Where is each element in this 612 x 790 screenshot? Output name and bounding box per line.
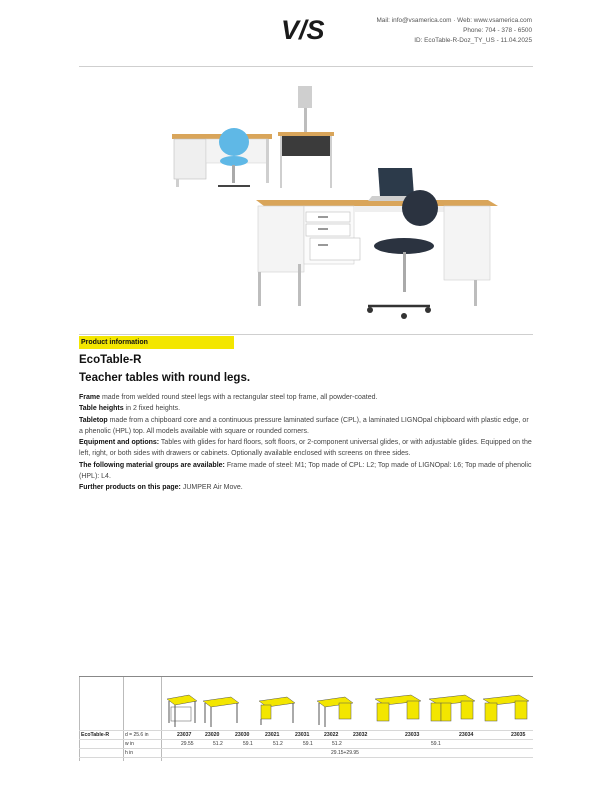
product-name: EcoTable-R <box>79 354 142 366</box>
tabletop-paragraph: Tabletop made from a chipboard core and a continuous pressure laminated surface (CPL), a laminated LIGNOpal chipboard with plastic edge, or a phenolic (HPL) top. All models available with square or rounded corners. <box>79 416 529 435</box>
front-desk <box>256 200 498 306</box>
spec-code: 23031 <box>295 732 310 738</box>
page-header <box>0 0 612 70</box>
spec-code: 23022 <box>324 732 339 738</box>
spec-height-value: 29.15+29.95 <box>331 750 359 756</box>
spec-code: 23020 <box>205 732 220 738</box>
table-thumb-23035 <box>481 681 533 731</box>
materials-paragraph: The following material groups are available: Frame made of steel: M1; Top made of CPL: L2; Top made of LIGNOpal: L6; Top made of phenolic (HPL): L4. <box>79 461 532 481</box>
product-description <box>79 392 534 494</box>
spec-code: 23030 <box>235 732 250 738</box>
contact-phone: Phone: 704 - 378 - 6500 <box>463 27 532 34</box>
spec-code: 23035 <box>511 732 526 738</box>
document-id: ID: EcoTable-R-Doz_TY_US - 11.04.2025 <box>414 37 532 44</box>
header-divider <box>79 66 533 67</box>
spec-width: 29.55 <box>181 741 194 747</box>
table-thumb-23020 <box>201 681 241 731</box>
spec-code: 23033 <box>405 732 420 738</box>
spec-product-label: EcoTable-R <box>81 732 110 738</box>
spec-width: 59.1 <box>303 741 313 747</box>
further-products-paragraph: Further products on this page: JUMPER Air Move. <box>79 484 243 492</box>
screen-shelf <box>278 86 334 188</box>
equipment-paragraph: Equipment and options: Tables with glides for hard floors, soft floors, or 2-component universal glides, or with adjustable glides. Equipped on the left, right, or both sides with drawers or cabinets. Optionally available enclosed with screens on three sides. <box>79 439 532 458</box>
spec-code: 23034 <box>459 732 474 738</box>
contact-mail: Mail: info@vsamerica.com · Web: www.vsamerica.com <box>376 17 532 24</box>
spec-code: 23021 <box>265 732 280 738</box>
vs-logo <box>281 14 331 44</box>
spec-code: 23037 <box>177 732 192 738</box>
table-thumb-23021 <box>257 681 297 731</box>
heights-paragraph: Table heights in 2 fixed heights. <box>79 405 181 413</box>
table-thumb-23037 <box>163 681 199 731</box>
spec-width: 59.1 <box>431 741 441 747</box>
spec-width: 59.1 <box>243 741 253 747</box>
spec-row-width: w in <box>125 741 134 747</box>
product-info-tag: Product information <box>79 336 234 349</box>
frame-paragraph: Frame made from welded round steel legs with a rectangular steel top frame, all powder-coated. <box>79 394 378 401</box>
product-hero-image <box>168 84 498 324</box>
product-subtitle: Teacher tables with round legs. <box>79 372 251 384</box>
spec-table <box>79 676 533 760</box>
spec-row-depth: d = 25.6 in <box>125 732 149 738</box>
svg-text:V/S: V/S <box>281 15 325 44</box>
table-thumb-23033 <box>373 681 425 731</box>
spec-width: 51.2 <box>332 741 342 747</box>
section-divider <box>79 334 533 335</box>
spec-width: 51.2 <box>273 741 283 747</box>
spec-code: 23032 <box>353 732 368 738</box>
table-thumb-23034 <box>427 681 479 731</box>
table-thumb-23022 <box>315 681 355 731</box>
contact-info <box>376 16 532 46</box>
spec-row-height: h in <box>125 750 134 756</box>
spec-width: 51.2 <box>213 741 223 747</box>
